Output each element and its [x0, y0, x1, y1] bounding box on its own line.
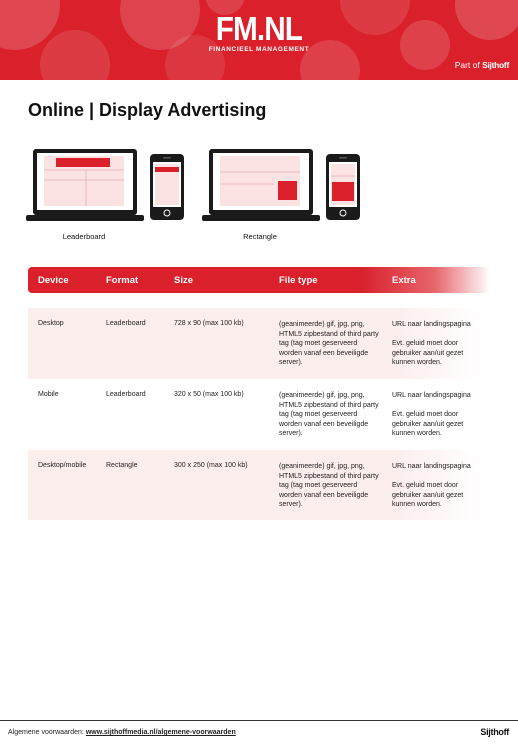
cell-file-type: (geanimeerde) gif, jpg, png, HTML5 zipbestand of third party tag (tag moet geserveerd worden vanaf een beveiligde server). [279, 392, 379, 437]
extra-url-note: URL naar landingspagina [392, 392, 471, 399]
logo-subtitle: FINANCIEEL MANAGEMENT [208, 46, 310, 53]
part-of-label: Part of [454, 60, 480, 70]
extra-sound-note: Evt. geluid moet door gebruiker aan/uit gezet kunnen worden. [392, 482, 464, 508]
terms-label: Algemene voorwaarden: [8, 729, 84, 736]
page-title: Online | Display Advertising [28, 100, 267, 120]
table-row [28, 379, 480, 450]
terms-link[interactable]: www.sijthoffmedia.nl/algemene-voorwaarden [85, 729, 236, 736]
cell-format: Rectangle [106, 462, 138, 469]
laptop-rectangle-icon [202, 148, 322, 224]
part-of-sijthoff [455, 60, 509, 70]
cell-extra [392, 462, 482, 510]
extra-url-note: URL naar landingspagina [392, 463, 471, 470]
cell-file-type: (geanimeerde) gif, jpg, png, HTML5 zipbestand of third party tag (tag moet geserveerd worden vanaf een beveiligde server). [279, 463, 379, 508]
header-banner [0, 0, 518, 80]
column-header-format: Format [106, 275, 139, 286]
sijthoff-footer-logo: Sijthoff [480, 727, 509, 737]
laptop-leaderboard-icon [26, 148, 146, 224]
table-row [28, 308, 480, 379]
leaderboard-illustration-label: Leaderboard [62, 232, 106, 241]
extra-sound-note: Evt. geluid moet door gebruiker aan/uit gezet kunnen worden. [392, 411, 464, 437]
cell-size: 728 x 90 (max 100 kb) [174, 320, 244, 327]
footer-divider [0, 720, 518, 721]
cell-device: Desktop [38, 320, 64, 327]
column-header-extra: Extra [392, 275, 416, 286]
fmnl-logo[interactable] [0, 10, 518, 54]
logo-wordmark: FM.NL [215, 10, 303, 47]
rectangle-illustration-label: Rectangle [243, 232, 277, 241]
column-header-size: Size [174, 275, 194, 286]
cell-format: Leaderboard [106, 391, 146, 398]
cell-extra [392, 391, 482, 439]
table-row [28, 450, 480, 520]
table-header [28, 267, 490, 293]
extra-url-note: URL naar landingspagina [392, 321, 471, 328]
cell-format: Leaderboard [106, 320, 146, 327]
column-header-file-type: File type [279, 275, 318, 286]
sijthoff-logo: Sijthoff [482, 60, 509, 70]
cell-size: 300 x 250 (max 100 kb) [174, 462, 248, 469]
cell-device: Desktop/mobile [38, 462, 87, 469]
phone-rectangle-icon [326, 154, 360, 222]
phone-leaderboard-icon [150, 154, 184, 222]
cell-size: 320 x 50 (max 100 kb) [174, 391, 244, 398]
cell-extra [392, 320, 482, 368]
column-header-device: Device [38, 275, 69, 286]
footer-terms [8, 729, 236, 736]
cell-device: Mobile [38, 391, 59, 398]
extra-sound-note: Evt. geluid moet door gebruiker aan/uit gezet kunnen worden. [392, 340, 464, 366]
cell-file-type: (geanimeerde) gif, jpg, png, HTML5 zipbestand of third party tag (tag moet geserveerd worden vanaf een beveiligde server). [279, 321, 379, 366]
